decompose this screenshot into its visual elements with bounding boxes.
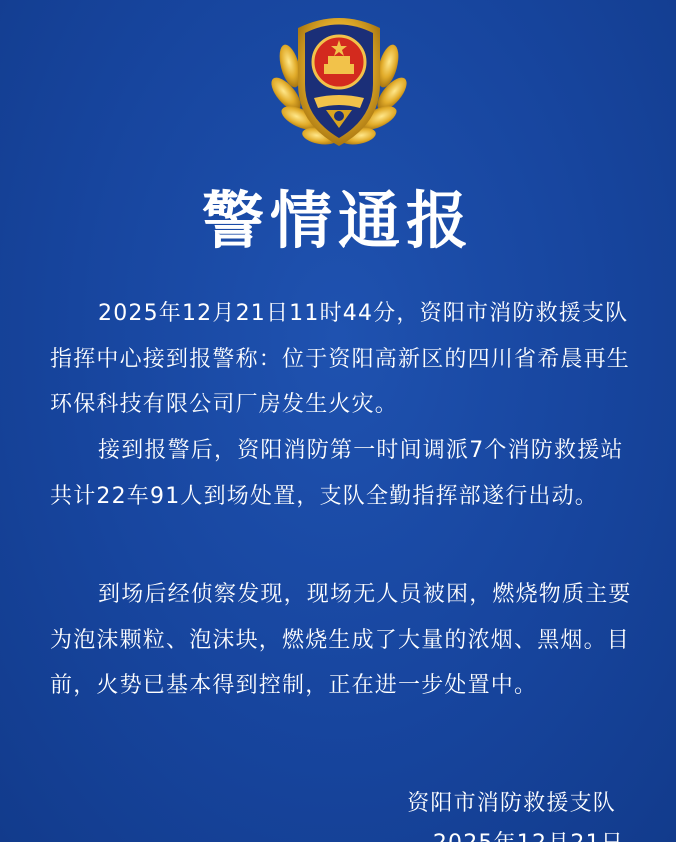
paragraph-text: 2025年12月21日11时44分，资阳市消防救援支队指挥中心接到报警称：位于资阳高新区的四川省希晨再生环保科技有限公司厂房发生火灾。 xyxy=(50,301,631,417)
paragraph-text: 接到报警后，资阳消防第一时间调派7个消防救援站共计22车91人到场处置，支队全勤指挥部遂行出动。 xyxy=(50,438,624,509)
notice-paragraph-1 xyxy=(50,291,640,428)
paragraph-text: 到场后经侦察发现，现场无人员被困，燃烧物质主要为泡沫颗粒、泡沫块，燃烧生成了大量的浓烟、黑烟。目前，火势已基本得到控制，正在进一步处置中。 xyxy=(50,582,632,698)
signature-date: 2025年12月21日 xyxy=(432,831,624,856)
notice-paragraph-3 xyxy=(50,572,640,709)
notice-paragraph-2 xyxy=(50,428,640,519)
signature-organization: 资阳市消防救援支队 xyxy=(407,791,616,816)
fire-rescue-emblem-icon xyxy=(268,6,410,154)
page-title: 警情通报 xyxy=(201,184,474,257)
